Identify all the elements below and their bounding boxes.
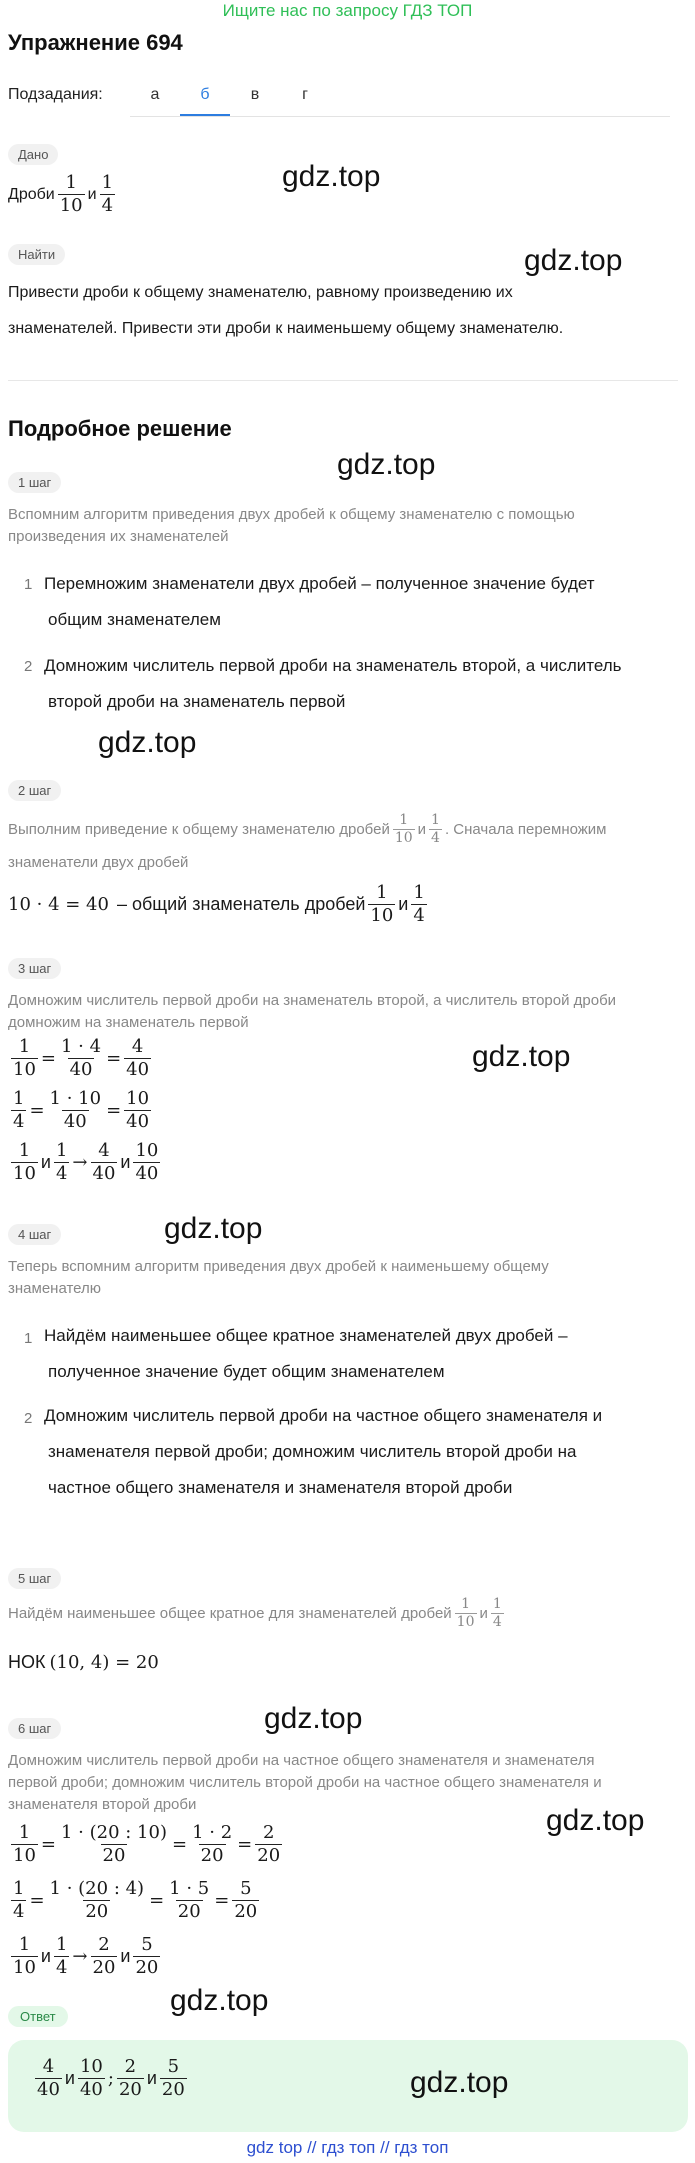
step2-intro-line1: Выполним приведение к общему знаменателю дробей $\frac{1}{10}$ и $\frac{1}{4}$ . Сначала перемножим [8,812,607,846]
tab-b[interactable]: б [180,74,230,116]
step3-row3: $\frac{1}{10}$ и $\frac{1}{4}$ → $\frac{4}{40}$ и $\frac{10}{40}$ [13,1140,159,1184]
fraction: $\frac{5}{20}$ [135,1934,159,1978]
list-item: Домножим числитель первой дроби на знаменатель второй, а числитель [44,656,622,675]
step2-chip: 2 шаг [8,780,61,801]
subtask-tabs [130,74,670,117]
step6-row1: $\frac{1}{10}$ = $\frac{1 \cdot (20 : 10)}{20}$ = $\frac{1 \cdot 2}{20}$ = $\frac{2}{20}$ [13,1822,281,1866]
step5-intro: Найдём наименьшее общее кратное для знаменателей дробей $\frac{1}{10}$ и $\frac{1}{4}$ [8,1596,502,1630]
fraction: $\frac{1}{10}$ [456,1596,475,1630]
step2-intro-line2: знаменатели двух дробей [8,854,189,871]
fraction: $\frac{1 \cdot (20 : 10)}{20}$ [61,1822,167,1866]
answer-line: $\frac{4}{40}$ и $\frac{10}{40}$ ; $\frac{2}{20}$ и $\frac{5}{20}$ [37,2056,185,2100]
equation-text: – общий знаменатель дробей [116,894,366,914]
fraction: $\frac{4}{40}$ [126,1036,150,1080]
fraction: $\frac{1 \cdot 5}{20}$ [169,1878,210,1922]
fraction: $\frac{1}{10}$ [394,812,413,846]
given-word: Дроби [8,185,55,203]
fraction: $\frac{1}{4}$ [492,1596,502,1630]
given-chip: Дано [8,144,58,165]
find-chip: Найти [8,244,65,265]
fraction: $\frac{1}{4}$ [55,1140,68,1184]
step6-row2: $\frac{1}{4}$ = $\frac{1 \cdot (20 : 4)}{20}$ = $\frac{1 \cdot 5}{20}$ = $\frac{5}{20}$ [13,1878,258,1922]
watermark: gdz.top [472,1040,571,1073]
watermark: gdz.top [282,160,381,193]
list-item: Домножим числитель первой дроби на частное общего знаменателя и [44,1406,603,1425]
fraction: $\frac{1}{4}$ [101,172,114,216]
step3-chip: 3 шаг [8,958,61,979]
list-item: Перемножим знаменатели двух дробей – полученное значение будет [44,574,595,593]
fraction: $\frac{4}{40}$ [92,1140,116,1184]
step1-intro-line2: произведения их знаменателей [8,528,229,545]
fraction: $\frac{1}{10}$ [59,172,83,216]
fraction: $\frac{1}{4}$ [413,882,425,926]
fraction: $\frac{4}{40}$ [37,2056,60,2100]
step6-intro-line1: Домножим числитель первой дроби на частное общего знаменателя и знаменателя [8,1752,595,1769]
step6-chip: 6 шаг [8,1718,61,1739]
step6-intro-line2: первой дроби; домножим числитель второй дроби на частное общего знаменателя и [8,1774,602,1791]
nok-label: НОК [8,1652,46,1672]
fraction: $\frac{1}{4}$ [55,1934,68,1978]
tab-g[interactable]: г [302,86,308,103]
watermark: gdz.top [164,1212,263,1245]
fraction: $\frac{1}{4}$ [431,812,440,846]
step4-intro-line2: знаменателю [8,1280,102,1297]
fraction: $\frac{1}{10}$ [13,1934,36,1978]
list-item: частное общего знаменателя и знаменателя второй дроби [48,1478,513,1497]
step1-intro-line1: Вспомним алгоритм приведения двух дробей к общему знаменателю с помощью [8,506,575,523]
fraction: $\frac{10}{40}$ [79,2056,103,2100]
subtasks-label: Подзадания: [8,86,103,103]
page-title: Упражнение 694 [8,30,183,55]
divider [8,380,678,381]
step3-intro-line2: домножим на знаменатель первой [8,1014,249,1031]
find-text-line1: Привести дроби к общему знаменателю, равному произведению их [8,284,513,301]
and-word: и [87,185,97,203]
list-item: Найдём наименьшее общее кратное знаменателей двух дробей – [44,1326,568,1345]
fraction: $\frac{5}{20}$ [161,2056,185,2100]
tab-a[interactable]: а [150,86,160,103]
find-text-line2: знаменателей. Привести эти дроби к наименьшему общему знаменателю. [8,320,564,337]
fraction: $\frac{2}{20}$ [118,2056,142,2100]
list-item: знаменателя первой дроби; домножим числитель второй дроби на [48,1442,577,1461]
fraction: $\frac{2}{20}$ [92,1934,116,1978]
fraction: $\frac{1}{10}$ [13,1036,36,1080]
step2-equation: 10 · 4 = 40 – общий знаменатель дробей $\frac{1}{10}$ и $\frac{1}{4}$ [8,882,425,926]
arrow: → [72,1946,88,1967]
fraction: $\frac{1}{10}$ [13,1140,36,1184]
footer-links[interactable]: gdz top // гдз топ // гдз топ [246,2138,449,2157]
fraction: $\frac{10}{40}$ [135,1140,159,1184]
watermark: gdz.top [264,1702,363,1735]
step1-chip: 1 шаг [8,472,61,493]
fraction: $\frac{1 \cdot 4}{40}$ [61,1036,102,1080]
list-number: 1 [24,1330,33,1347]
fraction: $\frac{2}{20}$ [257,1822,281,1866]
section-title: Подробное решение [8,416,232,441]
list-number: 2 [24,658,33,675]
watermark: gdz.top [546,1804,645,1837]
given-line [8,172,118,217]
nok-expression: (10, 4) = 20 [49,1652,159,1673]
step3-intro-line1: Домножим числитель первой дроби на знаменатель второй, а числитель второй дроби [8,992,617,1009]
watermark: gdz.top [98,726,197,759]
nok-line [8,1652,159,1673]
step4-intro-line1: Теперь вспомним алгоритм приведения двух дробей к наименьшему общему [8,1258,549,1275]
fraction: $\frac{1 \cdot 10}{40}$ [49,1088,102,1132]
fraction: $\frac{1 \cdot 2}{20}$ [192,1822,233,1866]
top-search-link[interactable]: Ищите нас по запросу ГДЗ ТОП [222,1,473,20]
fraction: $\frac{1}{10}$ [13,1822,36,1866]
fraction: $\frac{1}{10}$ [370,882,394,926]
step3-row1: $\frac{1}{10}$ = $\frac{1 \cdot 4}{40}$ = $\frac{4}{40}$ [13,1036,150,1080]
list-number: 2 [24,1410,33,1427]
step6-intro-line3: знаменателя второй дроби [8,1796,197,1813]
fraction: $\frac{10}{40}$ [126,1088,150,1132]
list-item: общим знаменателем [48,610,221,629]
step4-chip: 4 шаг [8,1224,61,1245]
fraction: $\frac{1 \cdot (20 : 4)}{20}$ [49,1878,145,1922]
list-number: 1 [24,576,33,593]
step5-chip: 5 шаг [8,1568,61,1589]
watermark: gdz.top [410,2066,509,2099]
step3-row2: $\frac{1}{4}$ = $\frac{1 \cdot 10}{40}$ = $\frac{10}{40}$ [13,1088,150,1132]
watermark: gdz.top [170,1984,269,2017]
arrow: → [72,1152,88,1173]
list-item: полученное значение будет общим знаменателем [48,1362,445,1381]
tab-v[interactable]: в [250,86,260,103]
fraction: $\frac{5}{20}$ [234,1878,258,1922]
list-item: второй дроби на знаменатель первой [48,692,346,711]
product-expression: 10 · 4 = 40 [8,894,109,915]
watermark: gdz.top [524,244,623,277]
fraction: $\frac{1}{4}$ [13,1878,25,1922]
watermark: gdz.top [337,448,436,481]
answer-chip: Ответ [8,2006,68,2027]
step6-row3: $\frac{1}{10}$ и $\frac{1}{4}$ → $\frac{2}{20}$ и $\frac{5}{20}$ [13,1934,159,1978]
fraction: $\frac{1}{4}$ [13,1088,25,1132]
